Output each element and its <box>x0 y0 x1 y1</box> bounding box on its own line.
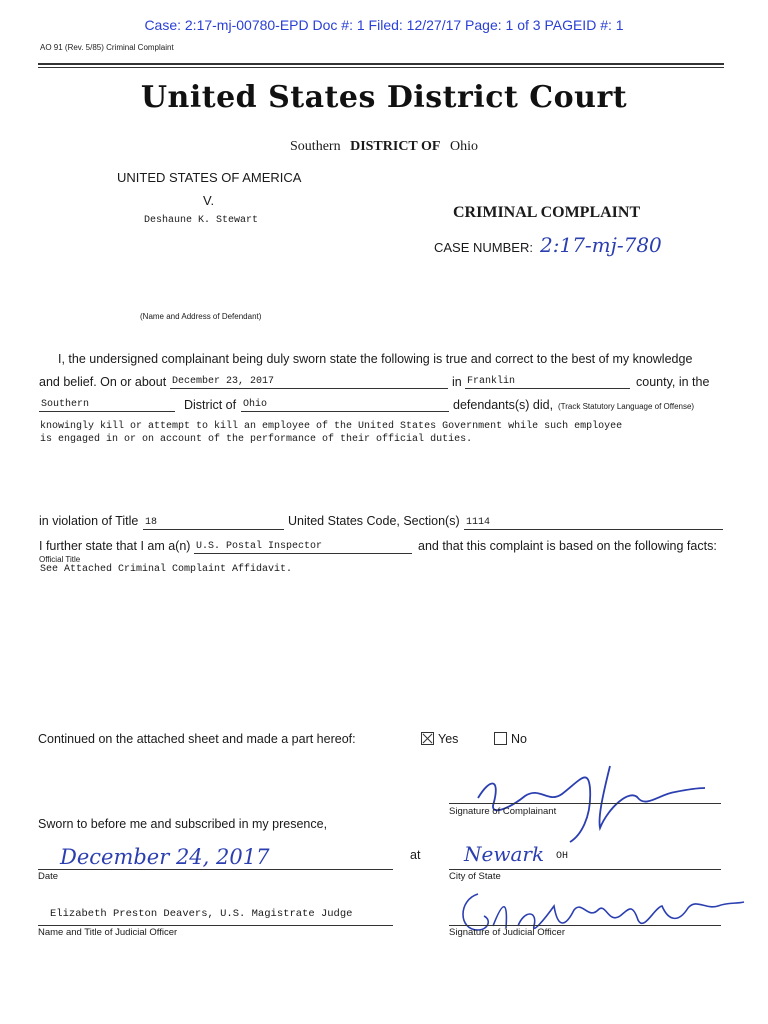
judicial-signature-line <box>449 925 721 926</box>
name-address-note: (Name and Address of Defendant) <box>140 312 262 321</box>
versus-label: V. <box>203 193 215 208</box>
district-value: Southern <box>41 399 90 410</box>
court-title: United States District Court <box>140 80 628 115</box>
district-prefix: Southern <box>290 139 341 154</box>
no-checkbox[interactable] <box>494 732 507 745</box>
yes-option[interactable] <box>421 732 458 746</box>
header-rule-thin <box>38 67 724 68</box>
offense-line-1: knowingly kill or attempt to kill an employee of the United States Government while such employee <box>40 421 623 432</box>
section-field <box>464 515 723 530</box>
complainant-signature-caption: Signature of Complainant <box>449 806 557 817</box>
defendant-name: Deshaune K. Stewart <box>144 215 259 226</box>
case-number-value: 2:17-mj-780 <box>540 233 662 257</box>
state-value: Ohio <box>243 399 268 410</box>
in-label: in <box>452 375 462 389</box>
date-value: December 23, 2017 <box>172 376 275 387</box>
offense-text <box>40 420 748 446</box>
track-note: (Track Statutory Language of Offense) <box>558 402 695 411</box>
sworn-text: Sworn to before me and subscribed in my presence, <box>38 817 328 831</box>
yes-checkbox[interactable] <box>421 732 434 745</box>
section-value: 1114 <box>466 517 491 528</box>
case-header-banner: Case: 2:17-mj-00780-EPD Doc #: 1 Filed: 12/27/17 Page: 1 of 3 PAGEID #: 1 <box>144 17 624 33</box>
city-state-caption: City of State <box>449 871 501 882</box>
district-line <box>0 139 768 155</box>
case-number-label: CASE NUMBER: <box>434 240 533 255</box>
date-field <box>170 374 448 389</box>
date-caption: Date <box>38 871 59 882</box>
state-field <box>241 397 449 412</box>
sworn-date-handwritten: December 24, 2017 <box>60 845 270 869</box>
judicial-signature-caption: Signature of Judicial Officer <box>449 927 565 938</box>
county-field <box>465 374 630 389</box>
facts-label: and that this complaint is based on the following facts: <box>418 539 717 553</box>
no-label: No <box>511 732 527 746</box>
county-value: Franklin <box>467 376 516 387</box>
intro-text: I, the undersigned complainant being duly sworn state the following is true and correct to the best of my knowledge <box>58 352 693 366</box>
continued-label: Continued on the attached sheet and made a part hereof: <box>38 732 356 746</box>
form-id: AO 91 (Rev. 5/85) Criminal Complaint <box>40 43 174 52</box>
yes-label: Yes <box>438 732 459 746</box>
further-label: I further state that I am a(n) <box>39 539 191 553</box>
offense-line-2: is engaged in or on account of the performance of their official duties. <box>40 434 473 445</box>
district-state: Ohio <box>449 139 478 154</box>
county-suffix: county, in the <box>636 375 710 389</box>
date-line <box>38 869 393 870</box>
plaintiff-name: UNITED STATES OF AMERICA <box>117 170 302 185</box>
official-title-value: U.S. Postal Inspector <box>196 541 323 552</box>
judicial-signature-image <box>448 880 748 950</box>
district-field <box>39 397 175 412</box>
official-title-field <box>194 539 412 554</box>
no-option[interactable] <box>494 732 527 746</box>
district-of-label: DISTRICT OF <box>350 139 441 154</box>
officer-name: Elizabeth Preston Deavers, U.S. Magistrate Judge <box>50 908 353 920</box>
city-handwritten: Newark <box>464 842 545 866</box>
title-field <box>143 515 284 530</box>
city-state-line <box>449 869 721 870</box>
belief-prefix: and belief. On or about <box>39 375 167 389</box>
at-label: at <box>410 848 421 862</box>
usc-label: United States Code, Section(s) <box>288 514 460 528</box>
officer-name-line <box>38 925 393 926</box>
violation-label: in violation of Title <box>39 514 139 528</box>
title-number-value: 18 <box>145 517 158 528</box>
state-value-oh: OH <box>556 851 569 862</box>
header-rule <box>38 63 724 65</box>
document-title: CRIMINAL COMPLAINT <box>453 204 641 221</box>
officer-caption: Name and Title of Judicial Officer <box>38 927 178 938</box>
complainant-signature-line <box>449 803 721 804</box>
official-title-caption: Official Title <box>39 555 81 564</box>
district-of-text: District of <box>184 398 237 412</box>
facts-text: See Attached Criminal Complaint Affidavit. <box>40 564 293 575</box>
defendants-did-label: defendants(s) did, <box>453 398 554 412</box>
